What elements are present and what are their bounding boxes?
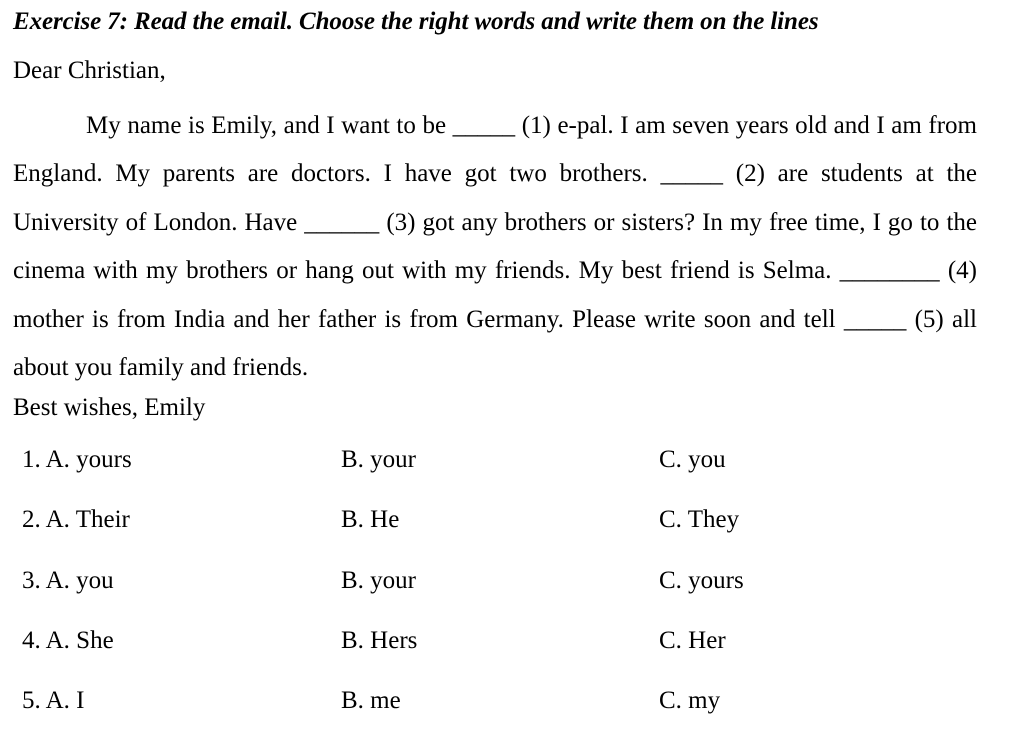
email-signoff: Best wishes, Emily xyxy=(13,394,206,421)
option-3c[interactable]: C. yours xyxy=(659,566,744,594)
question-row-2 xyxy=(22,506,982,566)
question-row-3 xyxy=(22,567,982,627)
option-5b[interactable]: B. me xyxy=(341,687,401,715)
exercise-title: Exercise 7: Read the email. Choose the right words and write them on the lines xyxy=(13,8,819,35)
option-3a[interactable]: 3. A. you xyxy=(22,566,114,594)
option-4b[interactable]: B. Hers xyxy=(341,626,418,654)
answer-options xyxy=(22,446,982,747)
email-greeting: Dear Christian, xyxy=(13,57,166,84)
option-4c[interactable]: C. Her xyxy=(659,626,726,654)
option-1a[interactable]: 1. A. yours xyxy=(22,446,132,473)
option-5a[interactable]: 5. A. I xyxy=(22,687,85,715)
option-5c[interactable]: C. my xyxy=(659,687,721,715)
email-body: My name is Emily, and I want to be _____ (1) e-pal. I am seven years old and I am from England. My parents are doctors. I have got two brothers. _____ (2) are students at the University of London. Have ______ (3) got any brothers or sisters? In my free time, I go to the cinema with my brothers or hang out with my friends. My best friend is Selma. ________ (4) mother is from India and her father is from Germany. Please write soon and tell _____ (5) all about you family and friends. xyxy=(13,112,977,382)
option-2c[interactable]: C. They xyxy=(659,506,740,534)
option-4a[interactable]: 4. A. She xyxy=(22,626,114,654)
question-row-5 xyxy=(22,687,982,747)
option-1c[interactable]: C. you xyxy=(659,446,726,473)
option-2a[interactable]: 2. A. Their xyxy=(22,506,130,534)
option-2b[interactable]: B. He xyxy=(341,506,400,534)
option-1b[interactable]: B. your xyxy=(341,446,416,473)
question-row-4 xyxy=(22,627,982,687)
question-row-1 xyxy=(22,446,982,506)
option-3b[interactable]: B. your xyxy=(341,566,416,594)
